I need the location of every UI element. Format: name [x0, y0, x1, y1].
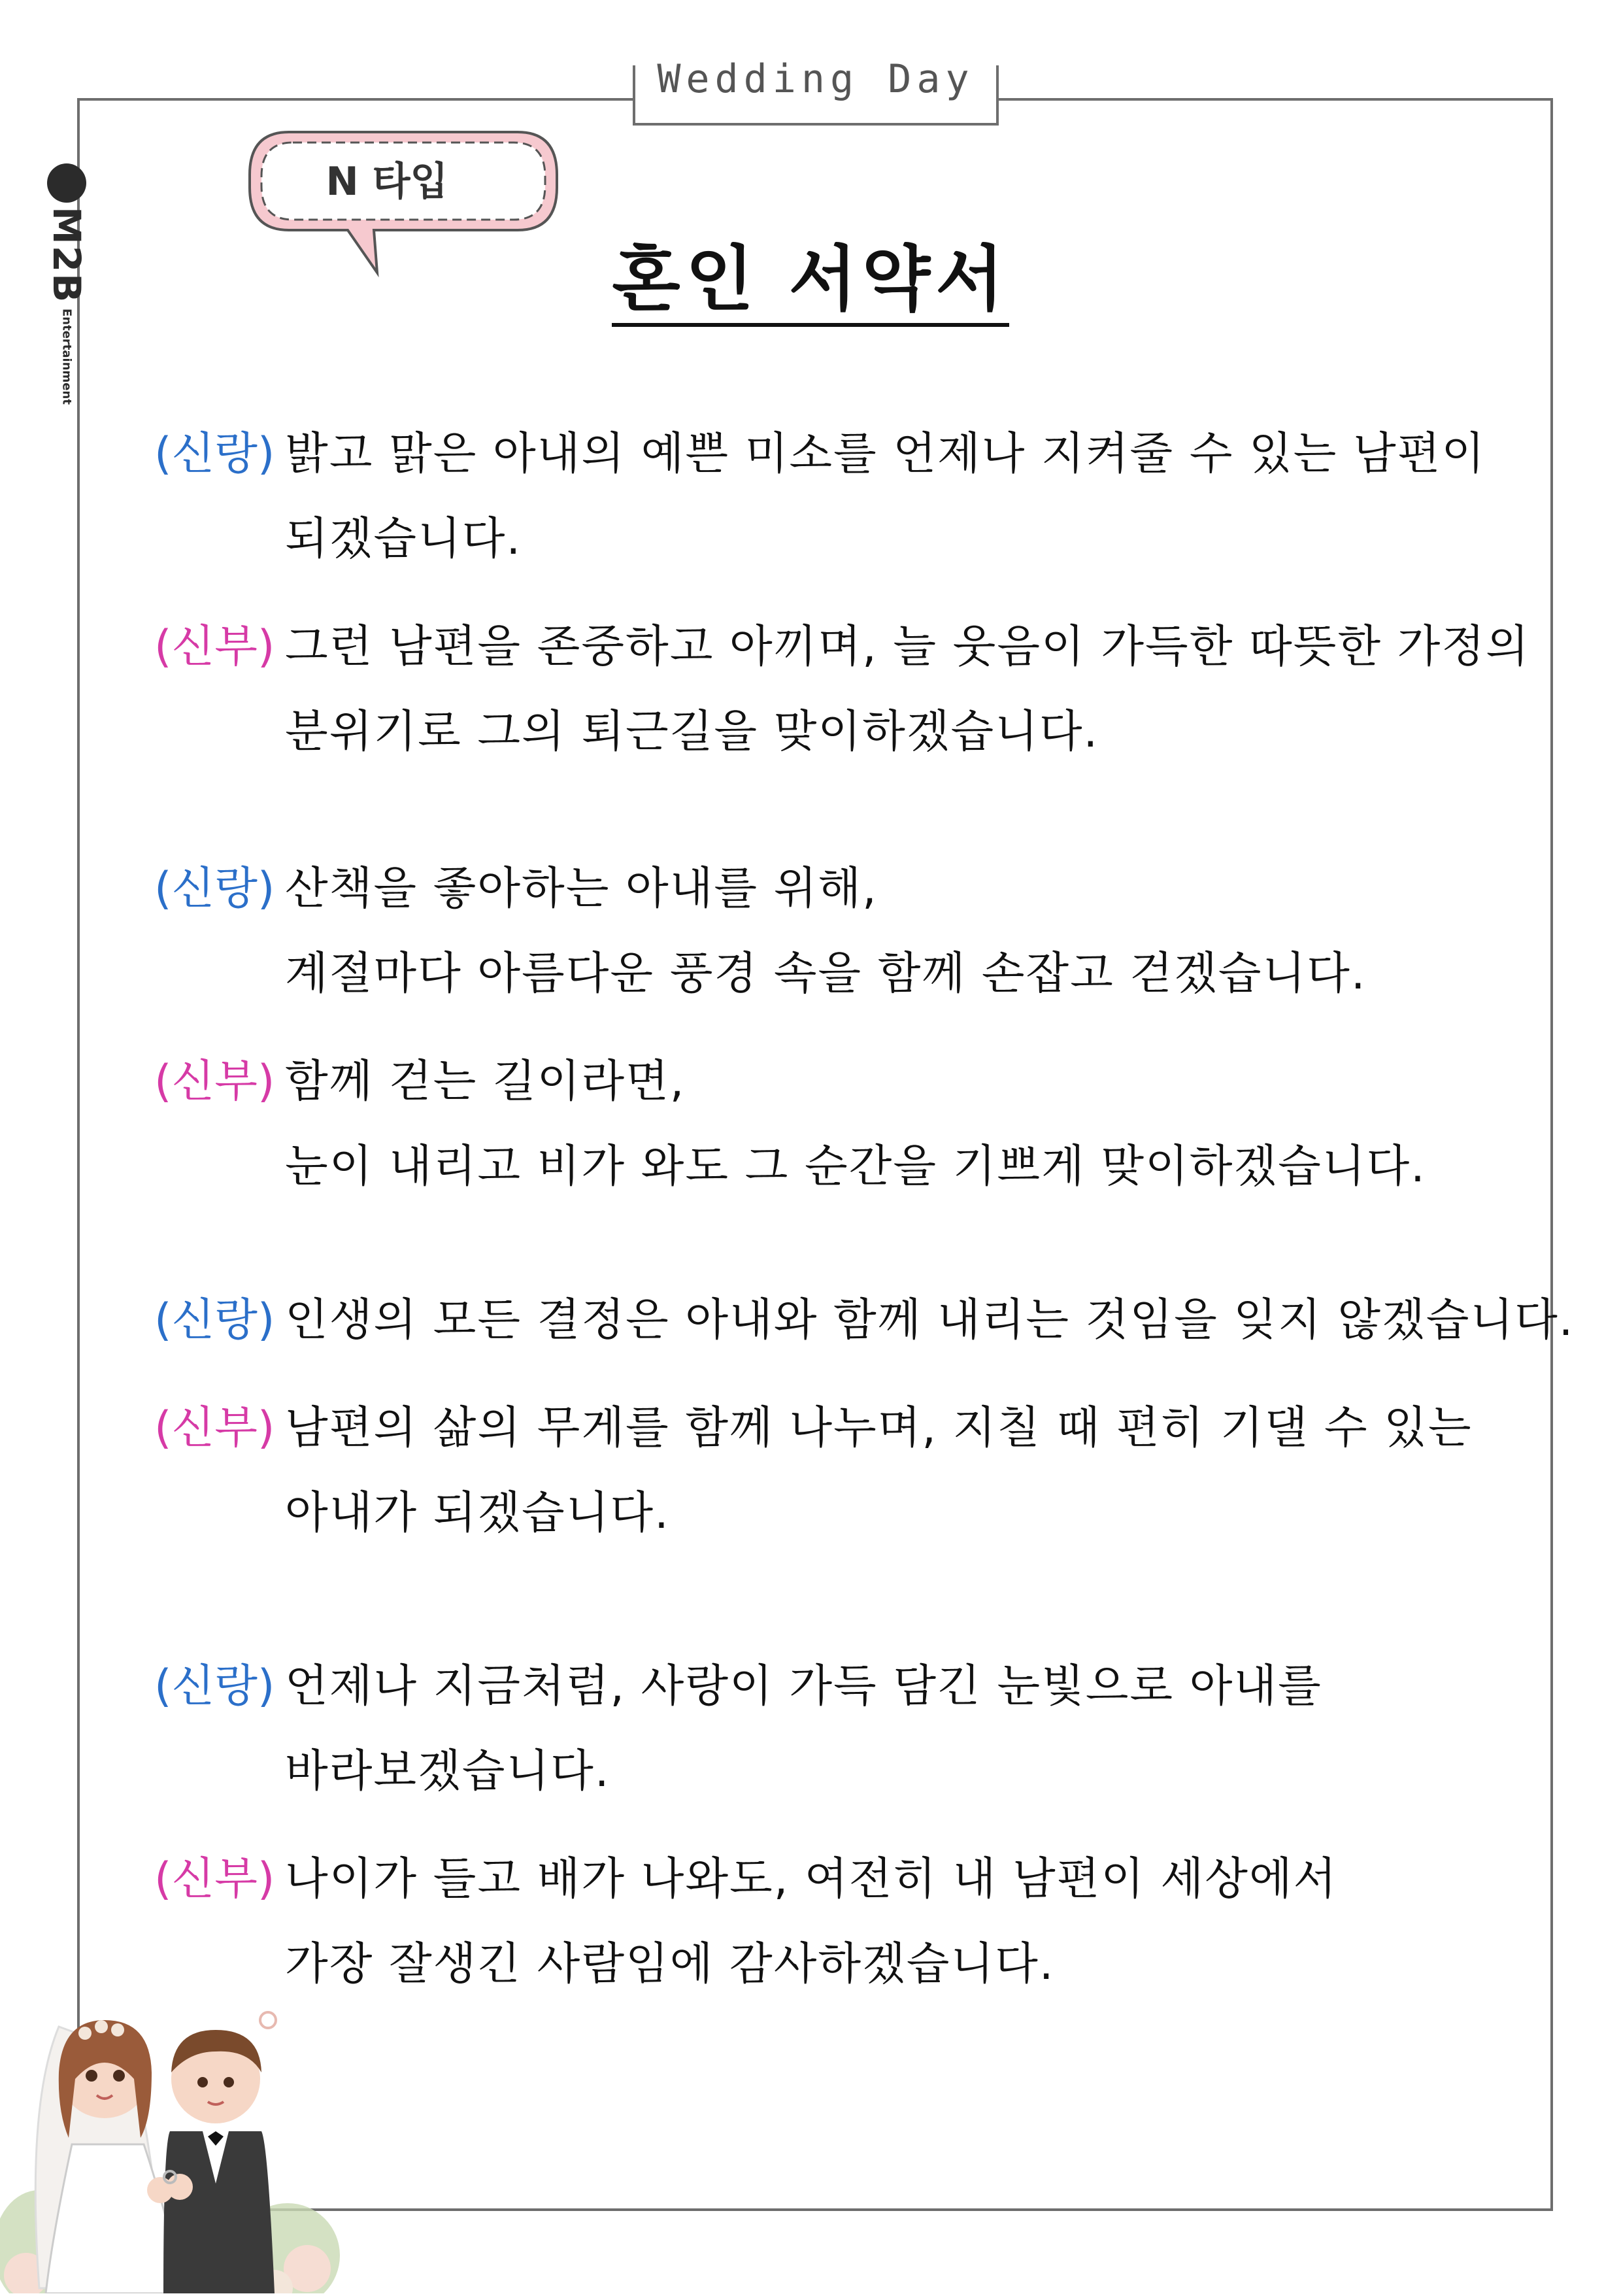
vow-line: 아내가 되겠습니다. [285, 1487, 670, 1539]
vow-line: 분위기로 그의 퇴근길을 맞이하겠습니다. [285, 706, 1099, 758]
logo-subtext: Entertainment [59, 309, 74, 405]
page-title-text: 혼인 서약서 [612, 239, 1009, 327]
role-label: (신랑) [154, 428, 275, 480]
vow-line: 인생의 모든 결정은 아내와 함께 내리는 것임을 잊지 않겠습니다. [285, 1294, 1575, 1346]
vow-4-bride [154, 1837, 1488, 2007]
role-label: (신부) [154, 1056, 275, 1107]
vow-3-groom [154, 1278, 1575, 1363]
vow-line: 계절마다 아름다운 풍경 속을 함께 손잡고 걷겠습니다. [285, 948, 1367, 1000]
role-label: (신랑) [154, 1661, 275, 1712]
logo-dot-icon [47, 163, 86, 203]
vow-line: 가장 잘생긴 사람임에 감사하겠습니다. [285, 1938, 1055, 1990]
couple-illustration-icon [0, 1974, 340, 2293]
vow-3-bride [154, 1386, 1488, 1556]
logo-text: M2B [44, 207, 89, 304]
vow-line: 되겠습니다. [285, 513, 522, 565]
vow-1-bride [154, 605, 1530, 775]
role-label: (신부) [154, 1402, 275, 1454]
role-label: (신랑) [154, 863, 275, 915]
vow-2-groom [154, 847, 1488, 1017]
vow-line: 바라보겠습니다. [285, 1746, 610, 1797]
vow-line: 나이가 들고 배가 나와도, 여전히 내 남편이 세상에서 [285, 1853, 1338, 1905]
vow-4-groom [154, 1644, 1488, 1814]
vow-line: 산책을 좋아하는 아내를 위해, [285, 863, 878, 915]
vow-line: 언제나 지금처럼, 사랑이 가득 담긴 눈빛으로 아내를 [285, 1661, 1322, 1712]
vow-line: 그런 남편을 존중하고 아끼며, 늘 웃음이 가득한 따뜻한 가정의 [285, 621, 1530, 673]
vow-line: 함께 걷는 길이라면, [285, 1056, 686, 1107]
vow-line: 밝고 맑은 아내의 예쁜 미소를 언제나 지켜줄 수 있는 남편이 [285, 428, 1486, 480]
vow-line: 눈이 내리고 비가 와도 그 순간을 기쁘게 맞이하겠습니다. [285, 1141, 1426, 1192]
role-label: (신부) [154, 621, 275, 673]
vow-line: 남편의 삶의 무게를 함께 나누며, 지칠 때 편히 기댈 수 있는 [285, 1402, 1473, 1454]
role-label: (신부) [154, 1853, 275, 1905]
role-label: (신랑) [154, 1294, 275, 1346]
wedding-couple-illustration [0, 1974, 340, 2293]
frame-title: Wedding Day [657, 56, 975, 102]
vow-1-groom [154, 412, 1488, 582]
type-tag-label: N 타입 [326, 159, 448, 205]
page-title [0, 222, 1621, 324]
frame-title-tab [633, 56, 999, 126]
vow-2-bride [154, 1039, 1488, 1209]
